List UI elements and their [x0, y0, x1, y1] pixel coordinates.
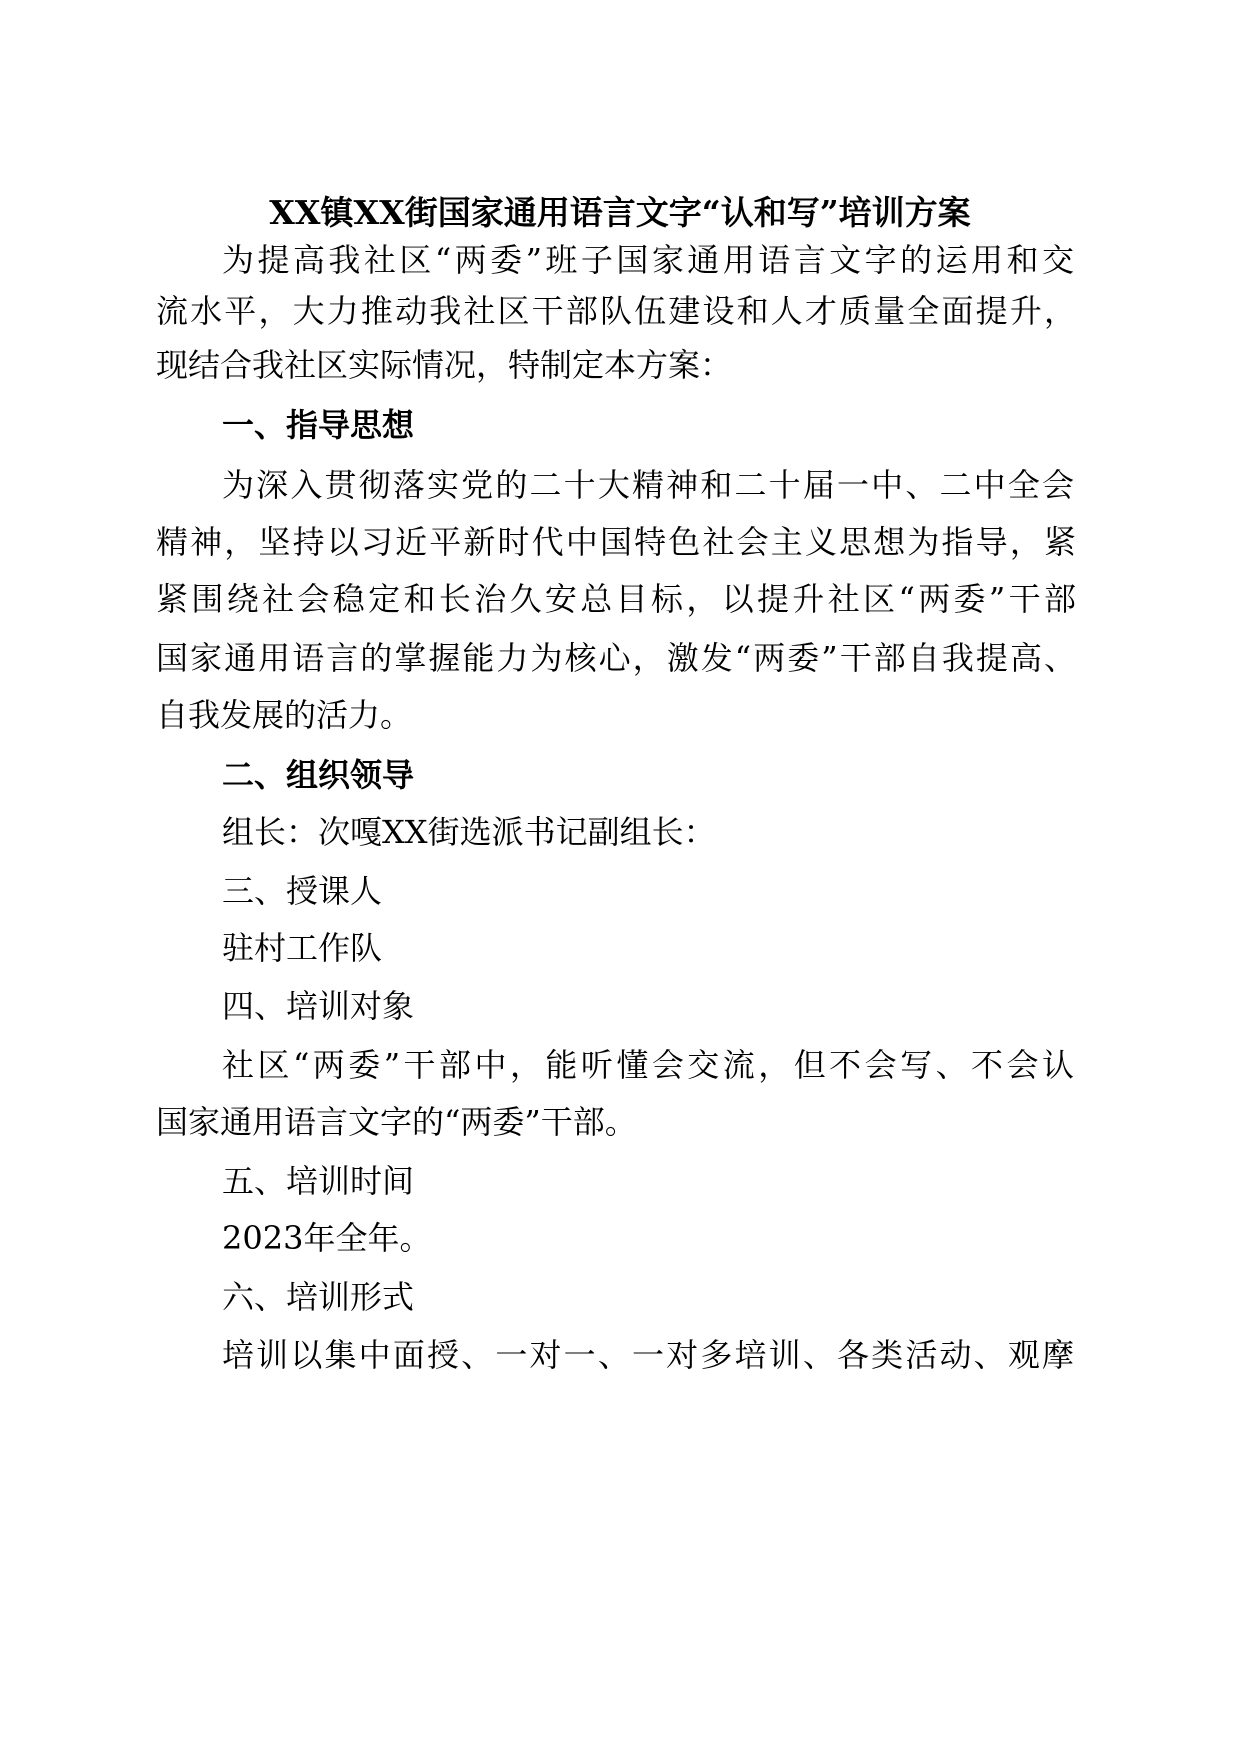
- section-heading-training-time: 五、培训时间: [222, 1162, 415, 1200]
- section5-line: 2023年全年。: [222, 1219, 432, 1257]
- section1-line-3: 紧围绕社会稳定和长治久安总目标，以提升社区“两委”干部: [156, 580, 1076, 618]
- section1-line-1: 为深入贯彻落实党的二十大精神和二十届一中、二中全会: [222, 466, 1074, 504]
- section1-line-4: 国家通用语言的掌握能力为核心，激发“两委”干部自我提高、: [156, 639, 1076, 677]
- section-heading-instructor: 三、授课人: [222, 872, 383, 910]
- intro-line-3: 现结合我社区实际情况，特制定本方案：: [156, 346, 733, 384]
- section2-line: 组长：次嘎XX街选派书记副组长：: [222, 813, 716, 851]
- section1-line-2: 精神，坚持以习近平新时代中国特色社会主义思想为指导，紧: [156, 523, 1076, 561]
- section-heading-trainees: 四、培训对象: [222, 987, 415, 1025]
- section4-line-2: 国家通用语言文字的“两委”干部。: [156, 1103, 637, 1141]
- section-heading-guiding-ideology: 一、指导思想: [222, 406, 415, 444]
- section-heading-training-form: 六、培训形式: [222, 1278, 415, 1316]
- section1-line-5: 自我发展的活力。: [156, 696, 413, 734]
- intro-line-1: 为提高我社区“两委”班子国家通用语言文字的运用和交: [222, 241, 1074, 279]
- intro-line-2: 流水平，大力推动我社区干部队伍建设和人才质量全面提升，: [156, 292, 1076, 330]
- section3-line: 驻村工作队: [222, 929, 383, 967]
- document-title: XX镇XX街国家通用语言文字“认和写”培训方案: [269, 193, 971, 232]
- section6-line: 培训以集中面授、一对一、一对多培训、各类活动、观摩: [222, 1336, 1074, 1374]
- section-heading-organization: 二、组织领导: [222, 756, 415, 794]
- section4-line-1: 社区“两委”干部中，能听懂会交流，但不会写、不会认: [222, 1046, 1074, 1084]
